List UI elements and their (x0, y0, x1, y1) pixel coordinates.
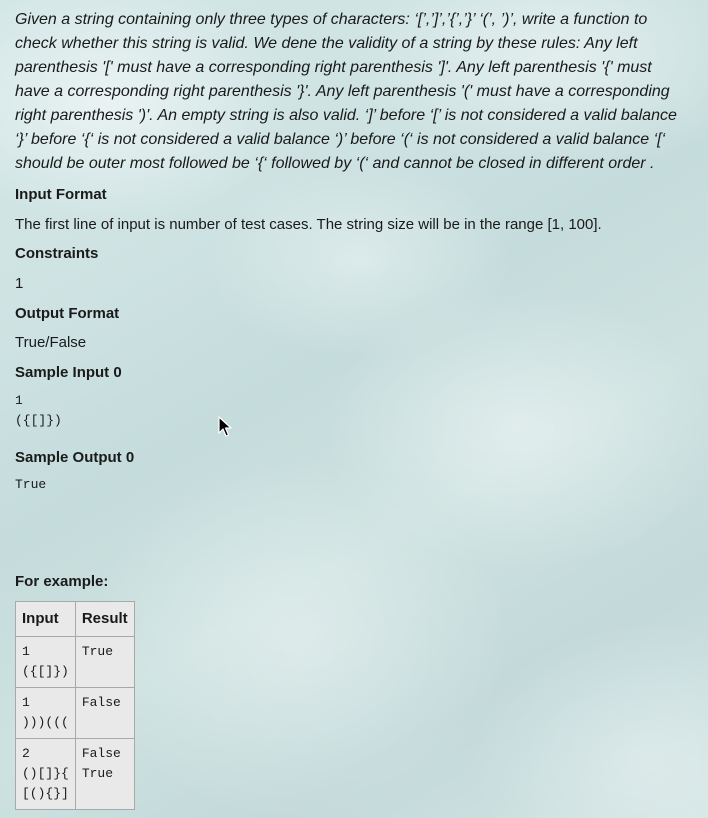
example-result-cell: False (75, 688, 134, 739)
sample-input-code: 1 ({[]}) (15, 393, 62, 428)
examples-table-header-row (16, 602, 135, 637)
example-result-cell: True (75, 637, 134, 688)
input-column-header: Input (16, 602, 76, 637)
example-input-cell: 1 )))((( (16, 688, 76, 739)
arrow-cursor-icon (218, 416, 232, 438)
output-format-heading: Output Format (15, 305, 120, 322)
sample-input-heading: Sample Input 0 (15, 364, 122, 381)
example-input-cell: 1 ({[]}) (16, 637, 76, 688)
examples-table (15, 601, 135, 810)
table-row (16, 637, 135, 688)
input-format-heading: Input Format (15, 186, 107, 203)
sample-output-heading: Sample Output 0 (15, 449, 135, 466)
input-format-text: The first line of input is number of test cases. The string size will be in the range [1, 100]. (15, 216, 602, 233)
table-row (16, 688, 135, 739)
example-heading: For example: (15, 573, 109, 590)
constraints-text: 1 (15, 275, 24, 292)
result-column-header: Result (75, 602, 134, 637)
table-row (16, 739, 135, 810)
sample-output-code: True (15, 477, 47, 492)
example-input-cell: 2 ()[]}{ [(){}] (16, 739, 76, 810)
problem-description: Given a string containing only three types of characters: ‘[’,’]’,’{’,’}’ ‘(’, ’)’, write a function to check whether this string is valid. We dene the validity of a string by these rules: Any left parenthesis '[' must have a corresponding right parenthesis ']'. Any left parenthesis '{' must have a corresponding right parenthesis '}'. Any left parenthesis '(' must have a corresponding right parenthesis ')'. An empty string is also valid. ‘]’ before ‘[’ is not considered a valid balance ‘}’ before ‘{‘ is not considered a valid balance ‘)’ before ‘(‘ is not considered a valid balance ‘[‘ should be outer most followed be ‘{‘ followed by ‘(‘ and cannot be closed in different order . (15, 11, 677, 172)
constraints-heading: Constraints (15, 245, 99, 262)
output-format-text: True/False (15, 334, 87, 351)
example-result-cell: False True (75, 739, 134, 810)
